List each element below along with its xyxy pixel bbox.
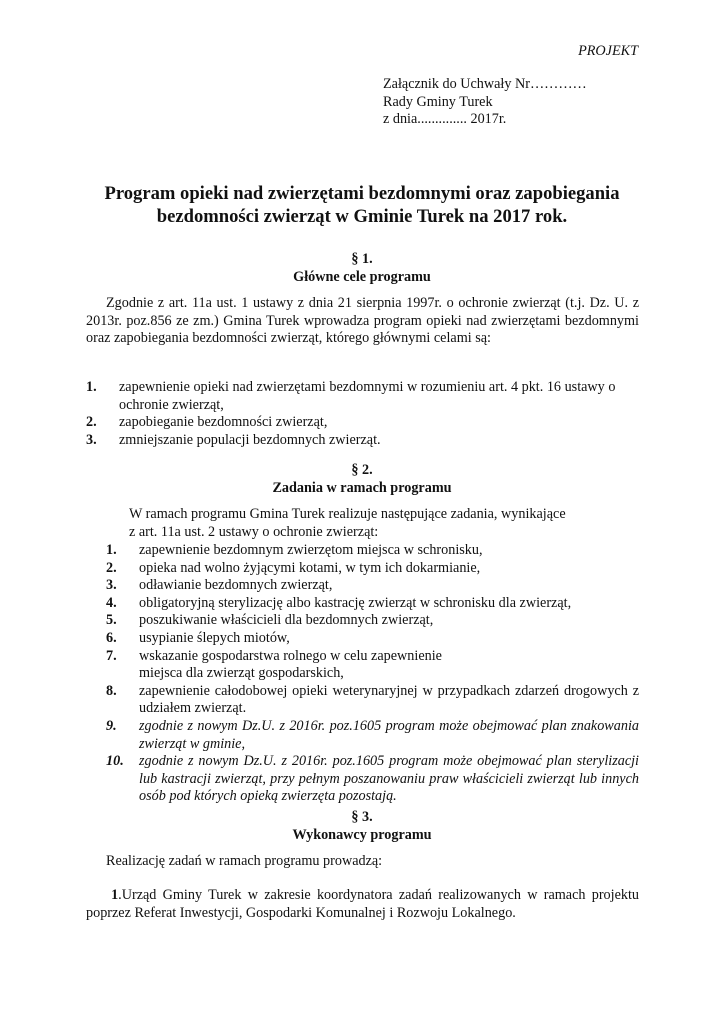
section-3-item-1-number: 1 [111,887,119,903]
list-item-number: 3. [106,577,117,594]
list-item-number: 1. [86,379,97,395]
section-1-heading: Główne cele programu [293,269,431,285]
list-item [106,595,639,613]
section-2-mark: § 2. [351,462,373,478]
document-title [60,182,664,228]
list-item [106,630,639,648]
list-item [106,577,639,595]
attachment-line: Rady Gminy Turek [383,93,493,110]
list-item-text: opieka nad wolno żyjącymi kotami, w tym ich dokarmianie, [139,559,481,576]
list-item-text: zapobieganie bezdomności zwierząt, [119,414,328,431]
list-item-number: 6. [106,629,117,646]
list-item-text: zgodnie z nowym Dz.U. z 2016r. poz.1605 program może obejmować plan sterylizacji lub kastracji zwierząt, przy pełnym poszanowaniu praw właścicieli zwierząt lub innych osób pod których opieką zwierzęta pozostają. [139,753,639,805]
section-3-mark: § 3. [351,809,373,825]
list-item [106,612,639,630]
list-item [106,753,639,806]
list-item [106,648,639,683]
section-1-intro: Zgodnie z art. 11a ust. 1 ustawy z dnia 21 sierpnia 1997r. o ochronie zwierząt (t.j. Dz. U. z 2013r. poz.856 ze zm.) Gmina Turek wprowadza program opieki nad zwierzętami bezdomnymi oraz zapobiegania bezdomności zwierząt, którego głównymi celami są: [86,295,639,347]
projekt-label: PROJEKT [578,43,638,59]
list-item [106,718,639,753]
list-item-number: 2. [106,559,117,576]
list-item [106,560,639,578]
list-item-text: zmniejszanie populacji bezdomnych zwierząt. [119,431,381,448]
section-2-heading: Zadania w ramach programu [272,480,452,496]
list-item-text: zapewnienie opieki nad zwierzętami bezdomnymi w rozumieniu art. 4 pkt. 16 ustawy o ochronie zwierząt, [119,379,616,413]
list-item [86,379,639,414]
title-line: Program opieki nad zwierzętami bezdomnymi oraz zapobiegania [104,183,620,204]
goals-list [86,379,639,449]
attachment-line: z dnia.............. 2017r. [383,111,507,128]
title-line: bezdomności zwierząt w Gminie Turek na 2017 rok. [156,206,568,227]
list-item-text: zgodnie z nowym Dz.U. z 2016r. poz.1605 program może obejmować plan znakowania zwierząt w gminie, [139,717,639,752]
list-item [106,542,639,560]
list-item-number: 7. [106,647,117,664]
list-item-text: odławianie bezdomnych zwierząt, [139,577,333,594]
list-item-text: obligatoryjną sterylizację albo kastrację zwierząt w schronisku dla zwierząt, [139,594,572,611]
section-1-mark: § 1. [351,251,373,267]
list-item-text: wskazanie gospodarstwa rolnego w celu zapewnienie miejsca dla zwierząt gospodarskich, [139,647,442,682]
section-2-intro [129,506,566,541]
section-3-heading: Wykonawcy programu [292,827,432,843]
list-item-text: usypianie ślepych miotów, [139,629,290,646]
section-3-item-1 [86,887,639,922]
list-item [86,414,639,432]
section-2-intro-line: W ramach programu Gmina Turek realizuje następujące zadania, wynikające [129,506,566,522]
list-item-number: 5. [106,612,117,629]
tasks-list [106,542,639,806]
list-item-number: 10. [106,753,124,770]
list-item-number: 3. [86,431,97,448]
list-item-number: 4. [106,594,117,611]
list-item-text: zapewnienie bezdomnym zwierzętom miejsca w schronisku, [139,542,483,558]
list-item [86,432,639,450]
list-item [106,683,639,718]
list-item-text: zapewnienie całodobowej opieki weterynaryjnej w przypadkach zdarzeń drogowych z udziałem zwierząt. [139,682,639,717]
section-3-intro: Realizację zadań w ramach programu prowadzą: [106,853,383,869]
attachment-line: Załącznik do Uchwały Nr………… [383,76,587,92]
section-3-item-1-text: .Urząd Gminy Turek w zakresie koordynatora zadań realizowanych w ramach projektu poprzez Referat Inwestycji, Gospodarki Komunalnej i Rozwoju Lokalnego. [86,887,640,921]
list-item-number: 2. [86,414,97,431]
list-item-number: 9. [106,717,117,734]
list-item-text: poszukiwanie właścicieli dla bezdomnych zwierząt, [139,612,434,629]
list-item-number: 1. [106,542,117,558]
section-2-intro-line: z art. 11a ust. 2 ustawy o ochronie zwierząt: [129,523,379,540]
list-item-number: 8. [106,682,117,699]
attachment-note [383,76,587,129]
